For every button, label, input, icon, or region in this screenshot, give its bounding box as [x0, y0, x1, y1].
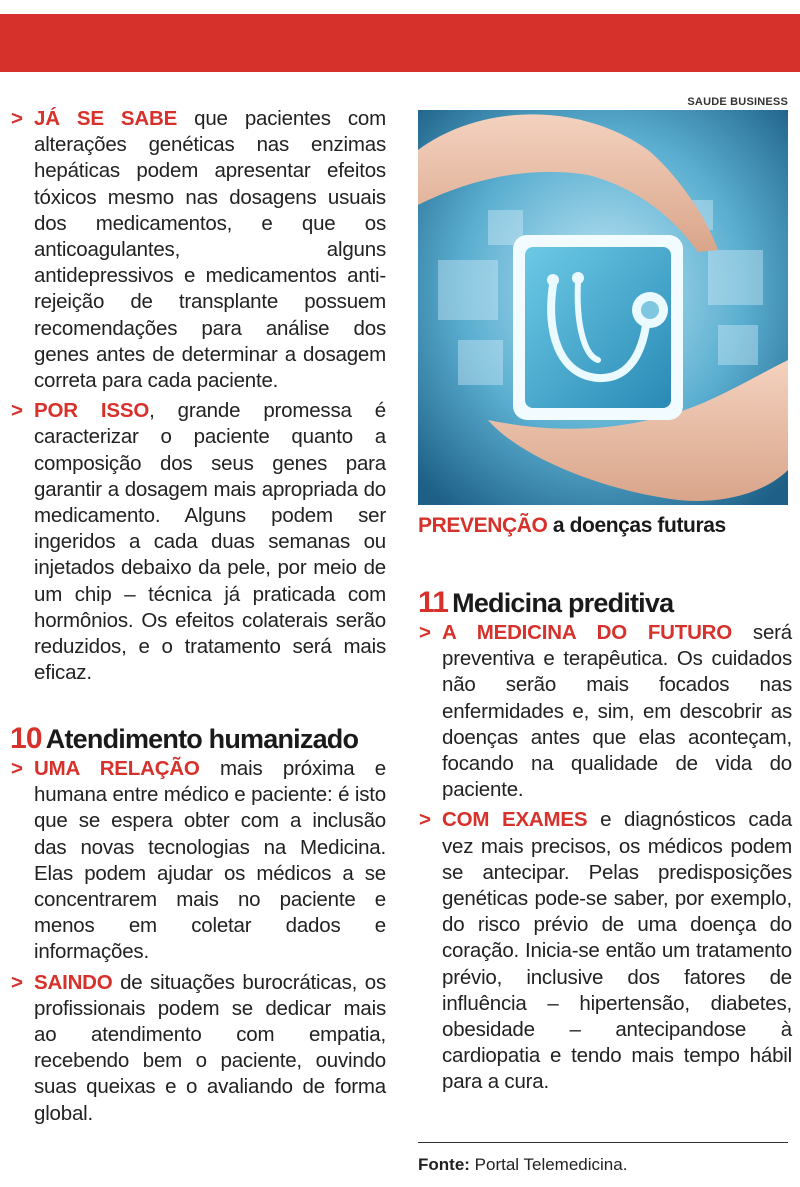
right-column: [418, 586, 792, 1100]
section-title: Medicina preditiva: [452, 588, 674, 618]
caption-highlight: PREVENÇÃO: [418, 514, 548, 537]
section-10: [10, 722, 386, 1131]
source-line: [418, 1155, 627, 1175]
paragraph-lead: SAINDO: [34, 970, 113, 994]
paragraph-text: mais próxima e humana entre médico e paciente: é isto que se espera obter com a inclusão das novas tecnologias na Medicina. Elas podem ajudar os médicos a se concentrarem mais no paciente e menos em coletar dados e informações.: [34, 757, 387, 964]
stethoscope-photo: [418, 110, 788, 505]
chevron-icon: >: [11, 399, 23, 423]
stethoscope-illustration: [418, 110, 788, 505]
chevron-icon: >: [419, 621, 431, 644]
paragraph-text: , grande promessa é caracterizar o paciente quanto a composição dos seus genes para garantir a dosagem mais apropriada do medicamento. Alguns podem ser ingeridos a cada duas semanas ou injetados debaixo da pele, por meio de um chip – técnica já praticada com hormônios. Os efeitos colaterais serão reduzidos, e o tratamento será mais eficaz.: [34, 399, 386, 685]
left-column: [10, 106, 386, 690]
paragraph-com-exames: [418, 807, 792, 1095]
chevron-icon: >: [11, 757, 23, 780]
paragraph-medicina-do-futuro: [418, 620, 792, 803]
paragraph-text: de situações burocráticas, os profissionais podem se dedicar mais ao atendimento com empatia, recebendo bem o paciente, ouvindo suas queixas e o avaliando de forma global.: [34, 970, 386, 1125]
chevron-icon: >: [11, 970, 23, 994]
chevron-icon: >: [11, 107, 23, 130]
paragraph-text: e diagnósticos cada vez mais precisos, os médicos podem se antecipar. Pelas predisposições genéticas pode-se saber, por exemplo, do risco prévio de uma doença do coração. Inicia-se então um tratamento prévio, inclusive dos fatores de influência – hipertensão, diabetes, obesidade – antecipandose à cardiopatia e tendo mais tempo hábil para a cura.: [442, 808, 792, 1094]
paragraph-lead: COM EXAMES: [442, 808, 588, 832]
section-11-heading: [418, 586, 792, 620]
section-10-heading: [10, 722, 386, 756]
paragraph-text: que pacientes com alterações genéticas nas enzimas hepáticas podem apresentar efeitos tóxicos mesmo nas dosagens usuais dos medicamentos, e que os anticoagulantes, alguns antidepressivos e medicamentos anti-rejeição de transplante possuem recomendações para análise dos genes antes de determinar a dosagem correta para cada paciente.: [34, 107, 386, 393]
caption-text: a doenças futuras: [547, 514, 726, 537]
paragraph-por-isso: [10, 398, 386, 686]
paragraph-lead: JÁ SE SABE: [34, 107, 178, 130]
source-text: Portal Telemedicina.: [469, 1155, 628, 1174]
paragraph-lead: POR ISSO: [34, 399, 150, 423]
paragraph-lead: A MEDICINA DO FUTURO: [442, 621, 733, 644]
paragraph-saindo: [10, 970, 386, 1127]
photo-credit: SAUDE BUSINESS: [687, 96, 788, 108]
section-title: Atendimento humanizado: [45, 724, 359, 754]
section-number: 10: [10, 722, 42, 755]
source-label: Fonte:: [418, 1155, 470, 1174]
source-divider: [418, 1142, 788, 1143]
chevron-icon: >: [419, 808, 431, 832]
paragraph-text: será preventiva e terapêutica. Os cuidados não serão mais focados nas enfermidades e, sim, em descobrir as doenças antes que elas aconteçam, focando na qualidade de vida do paciente.: [442, 621, 792, 802]
section-number: 11: [418, 586, 449, 619]
photo-caption: [418, 514, 726, 538]
paragraph-ja-se-sabe: [10, 106, 386, 394]
paragraph-lead: UMA RELAÇÃO: [34, 757, 200, 780]
paragraph-uma-relacao: [10, 756, 386, 966]
top-red-banner: [0, 14, 800, 72]
